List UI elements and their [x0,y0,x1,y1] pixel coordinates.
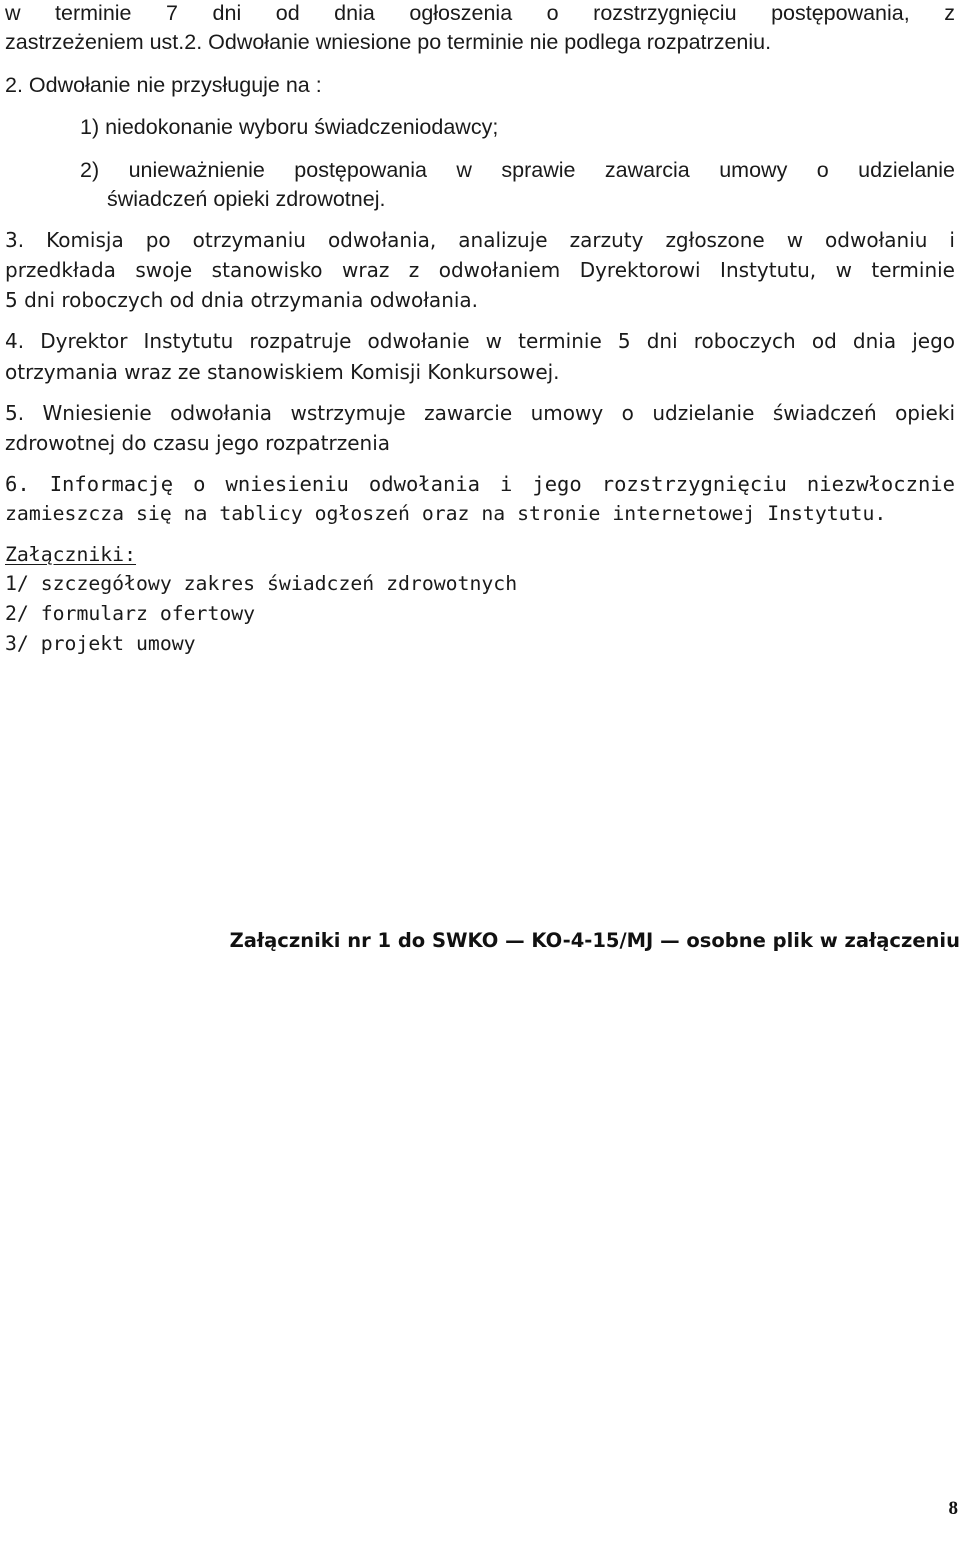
attachments-heading: Załączniki: [5,543,137,566]
paragraph-line: 5 dni roboczych od dnia otrzymania odwołania. [5,288,479,312]
paragraph-line: zastrzeżeniem ust.2. Odwołanie wniesione po terminie nie podlega rozpatrzeniu. [5,30,772,54]
attachment-item: 1/ szczegółowy zakres świadczeń zdrowotnych [5,572,518,595]
attachment-item: 3/ projekt umowy [5,632,196,655]
page-number: 8 [948,1498,958,1519]
paragraph-line: otrzymania wraz ze stanowiskiem Komisji Konkursowej. [5,360,560,384]
paragraph-line: 6. Informację o wniesieniu odwołania i jego rozstrzygnięciu niezwłocznie [5,472,955,496]
paragraph-line: przedkłada swoje stanowisko wraz z odwołaniem Dyrektorowi Instytutu, w terminie [5,258,955,282]
paragraph-heading: 2. Odwołanie nie przysługuje na : [5,73,322,97]
paragraph-line: 4. Dyrektor Instytutu rozpatruje odwołanie w terminie 5 dni roboczych od dnia jego [5,329,955,353]
list-item: 1) niedokonanie wyboru świadczeniodawcy; [80,115,499,139]
paragraph-line: 5. Wniesienie odwołania wstrzymuje zawarcie umowy o udzielanie świadczeń opieki [5,401,955,425]
paragraph-line: zamieszcza się na tablicy ogłoszeń oraz na stronie internetowej Instytutu. [5,502,887,525]
attachments-footer-note: Załączniki nr 1 do SWKO — KO-4-15/MJ — osobne plik w załączeniu [229,929,960,952]
list-item: 2) unieważnienie postępowania w sprawie zawarcia umowy o udzielanie [80,158,955,182]
paragraph-line: w terminie 7 dni od dnia ogłoszenia o rozstrzygnięciu postępowania, z [5,1,955,25]
paragraph-line: 3. Komisja po otrzymaniu odwołania, analizuje zarzuty zgłoszone w odwołaniu i [5,228,955,252]
list-item-continuation: świadczeń opieki zdrowotnej. [107,187,386,211]
attachment-item: 2/ formularz ofertowy [5,602,256,625]
paragraph-line: zdrowotnej do czasu jego rozpatrzenia [5,431,391,455]
